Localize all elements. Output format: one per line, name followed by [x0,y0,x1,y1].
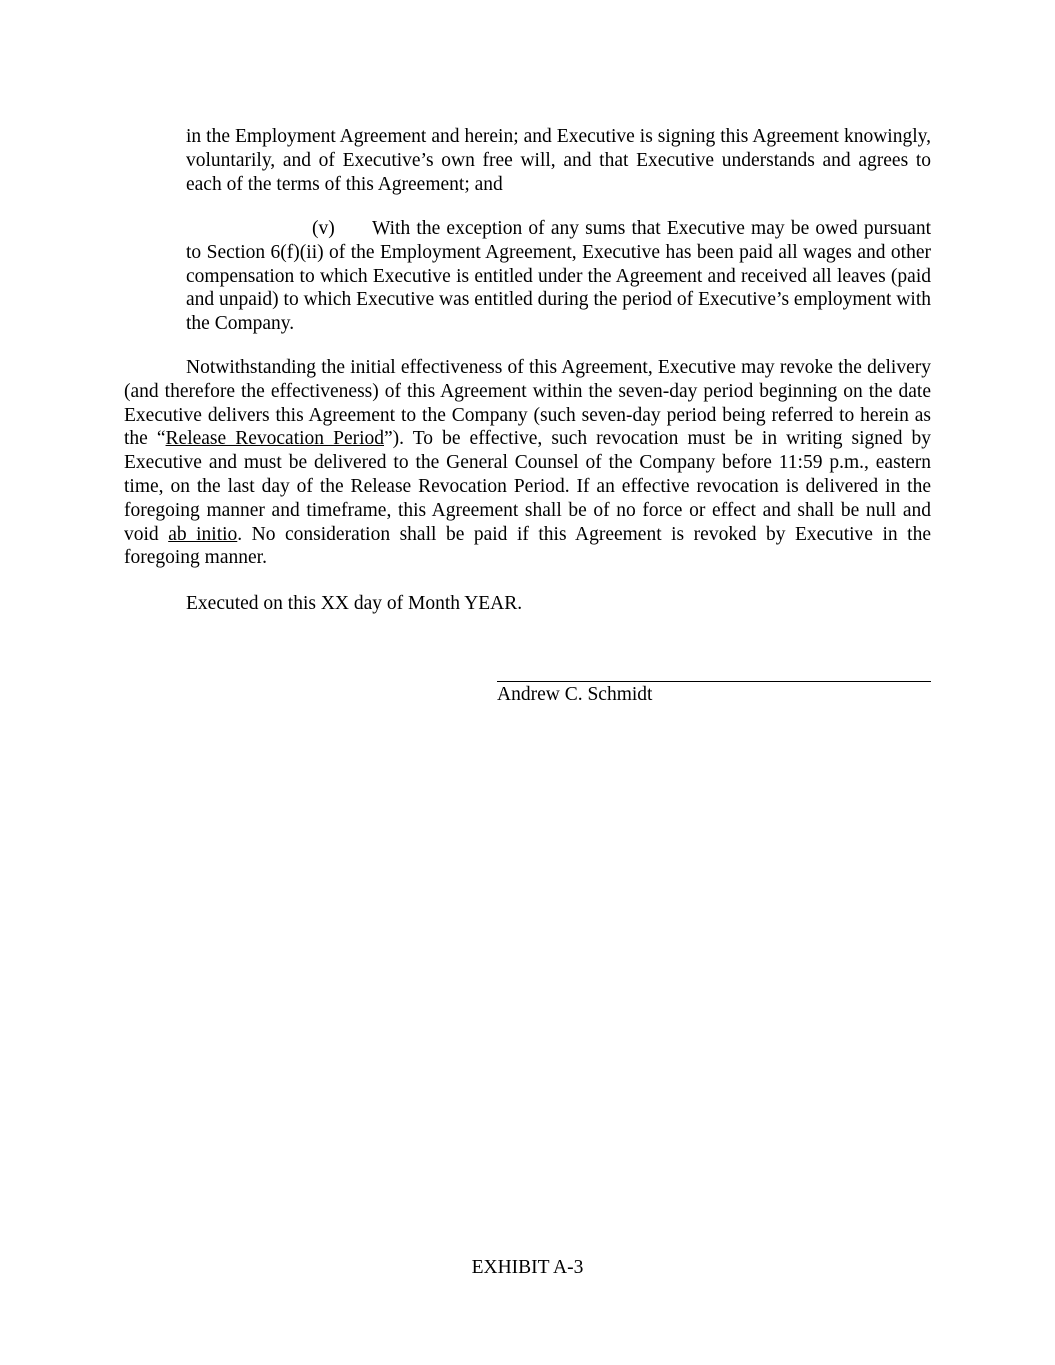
item-v-marker: (v) [312,218,335,239]
signature-line [497,681,931,682]
defined-term-release-revocation-period: Release Revocation Period [165,428,385,450]
item-v-text: With the exception of any sums that Executive may be owed pursuant to Section 6(f)(ii) of the Employment Agreement, Executive has been paid all wages and other compensation to which Executive is entitled under the Agreement and received all leaves (paid and unpaid) to which Executive was entitled during the period of Executive’s employment with the Company. [186,218,931,335]
revocation-text-part1: Notwithstanding the initial effectiveness of this Agreement, Executive may revoke the delivery (and therefore the effectiveness) of this Agreement within the seven-day period beginning on the date Executive delivers this Agreement to the Company (such seven-day period being referred to herein as the “ [124,357,931,450]
execution-date-line: Executed on this XX day of Month YEAR. [186,593,523,614]
item-v-paragraph [186,217,931,336]
page-footer-exhibit-label: EXHIBIT A-3 [471,1257,584,1278]
revocation-text-part3: . No consideration shall be paid if this Agreement is revoked by Executive in the foregoing manner. [124,523,931,569]
revocation-text-part2: ”). To be effective, such revocation must be in writing signed by Executive and must be delivered to the General Counsel of the Company before 11:59 p.m., eastern time, on the last day of the Release Revocation Period. If an effective revocation is delivered in the foregoing manner and timeframe, this Agreement shall be of no force or effect and shall be null and void [124,428,931,545]
revocation-paragraph [124,356,931,570]
continuation-paragraph: in the Employment Agreement and herein; and Executive is signing this Agreement knowingly, voluntarily, and of Executive’s own free will, and that Executive understands and agrees to each of the terms of this Agreement; and [186,126,931,195]
signatory-name: Andrew C. Schmidt [497,684,653,705]
latin-term-ab-initio: ab initio [168,523,238,545]
